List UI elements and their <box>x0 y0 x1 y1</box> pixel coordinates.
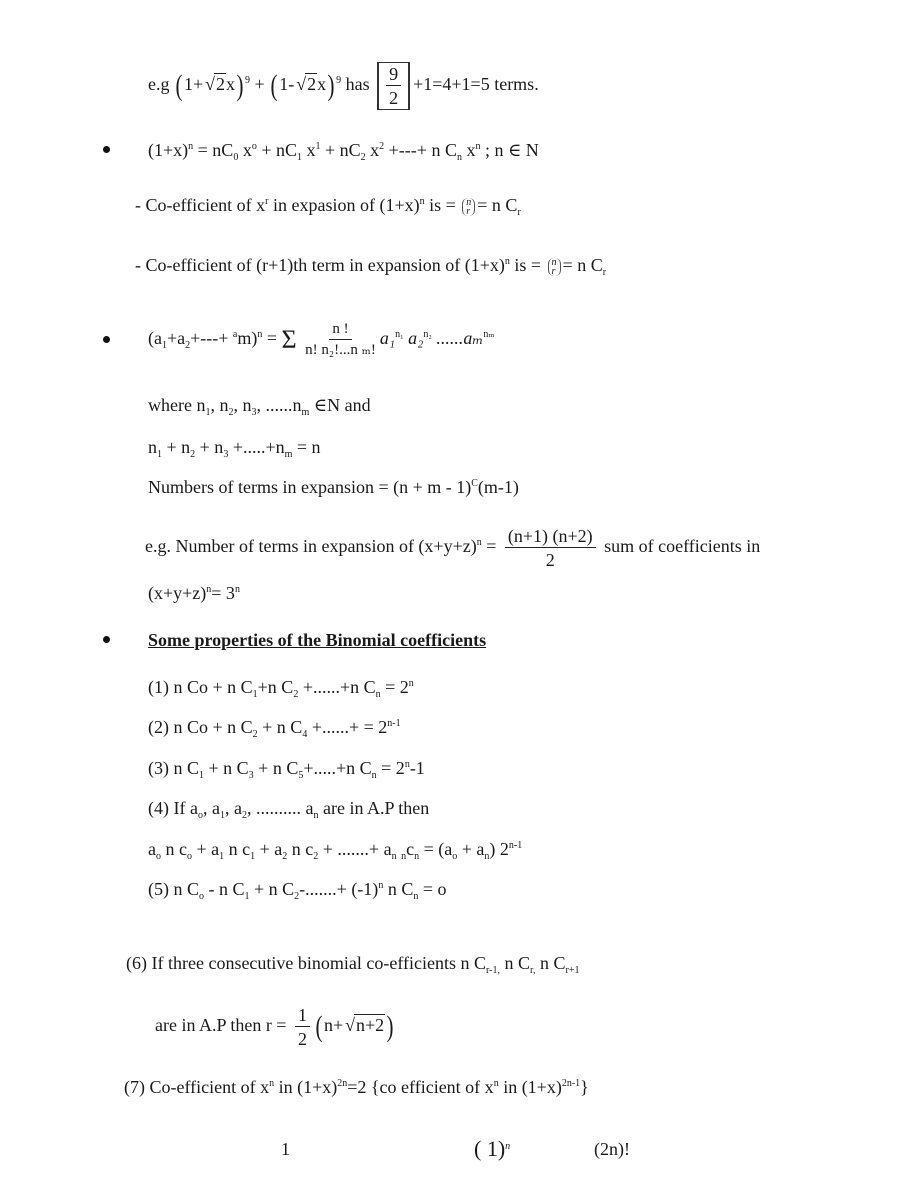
superscript: n <box>404 759 410 770</box>
subscript: 1 <box>244 891 250 902</box>
text-run: + n C <box>257 717 303 737</box>
text-run: = 2 <box>380 677 409 697</box>
subscript: o <box>452 851 458 862</box>
text-run: = <box>262 328 282 349</box>
superscript: C <box>471 478 478 489</box>
subscript: 1 <box>219 810 225 821</box>
fraction <box>505 527 596 569</box>
text-run: +---+ n C <box>384 140 457 160</box>
text-run: are in A.P then r = <box>155 1015 291 1036</box>
text-run: (4) If a <box>148 798 198 818</box>
text-run: (m-1) <box>477 477 519 497</box>
italic-term: a₁ <box>379 328 396 349</box>
superscript: n <box>476 537 482 549</box>
text-run: + <box>250 74 270 95</box>
property-4-formula <box>148 839 523 862</box>
subscript: 1 <box>252 689 258 700</box>
denominator: 2 <box>297 1029 307 1049</box>
text-run: 1+ <box>184 74 204 95</box>
superscript: 2 <box>379 141 385 152</box>
denominator: n! n₂!...n ₘ! <box>305 342 376 358</box>
radicand: √ 2 <box>214 73 226 94</box>
text-run: + a <box>457 839 485 859</box>
sum-of-n <box>148 437 321 460</box>
subscript: 1 <box>219 851 225 862</box>
text-run: n c <box>161 839 187 859</box>
text-run: ∈N and <box>309 395 371 415</box>
subscript: 1 <box>161 340 167 352</box>
square-root <box>294 74 317 94</box>
superscript: 9 <box>245 75 251 87</box>
subscript: 1 <box>250 851 256 862</box>
text-run: = n C <box>562 255 603 275</box>
text-run: n c <box>224 839 251 859</box>
example-xyz <box>145 527 760 569</box>
subscript: o <box>197 810 203 821</box>
subscript: 2 <box>252 729 258 740</box>
text-run: in expasion of (1+x) <box>268 195 420 215</box>
text-run: +......+ = 2 <box>307 717 388 737</box>
left-paren: ( <box>315 1010 323 1043</box>
subscript: n <box>414 851 420 862</box>
superscript: r <box>265 196 269 207</box>
numerator: n ! <box>329 322 351 340</box>
superscript: n₂ <box>423 329 432 341</box>
square-root <box>343 1015 385 1035</box>
denominator: 2 <box>389 88 399 108</box>
coefficient-of-term <box>135 256 606 276</box>
text-run: n C <box>535 953 566 973</box>
text-run: + nC <box>320 140 361 160</box>
cutoff-paren-term <box>474 1138 510 1160</box>
example-terms-count <box>148 62 539 110</box>
text-run: + .......+ a <box>318 839 392 859</box>
text-run: , ......n <box>256 395 302 415</box>
subscript: 2 <box>241 810 247 821</box>
binom-bottom: r <box>466 205 471 217</box>
subscript: r+1 <box>565 965 580 976</box>
text-run: +.....+n <box>228 437 285 457</box>
subscript: 3 <box>223 449 229 460</box>
bullet-icon <box>103 336 110 343</box>
superscript: n-1 <box>387 718 401 729</box>
superscript: n <box>269 1078 275 1089</box>
subscript: 2 <box>228 407 234 418</box>
text-run: +.....+n C <box>303 758 372 778</box>
text-run <box>297 328 302 348</box>
text-run: x <box>317 74 327 95</box>
superscript: n <box>493 1078 499 1089</box>
subscript: 1 <box>199 770 204 781</box>
cutoff-paren-exponent: n <box>505 1141 511 1152</box>
subscript: 2 <box>185 340 191 352</box>
superscript: n <box>257 329 263 341</box>
binom-top: n <box>551 256 557 268</box>
text-run: c <box>406 839 415 859</box>
subscript: 2 <box>293 689 299 700</box>
superscript: a <box>232 329 238 341</box>
property-7 <box>124 1078 589 1096</box>
text-run: + n C <box>253 758 299 778</box>
superscript: n <box>408 678 414 689</box>
text-run: x <box>365 140 380 160</box>
text-run: x <box>238 140 252 160</box>
text-run: , a <box>202 798 220 818</box>
superscript: n <box>419 196 425 207</box>
superscript: 9 <box>336 75 342 87</box>
text-run: - Co-efficient of (r+1)th term in expansion of (1+x) <box>135 255 505 275</box>
binomial-expansion <box>148 140 539 163</box>
radicand: √ n+2 <box>354 1014 385 1035</box>
subscript: 1 <box>205 407 211 418</box>
subscript: o <box>156 851 161 862</box>
radicand: √ 2 <box>305 73 317 94</box>
text-run: x <box>226 74 236 95</box>
property-5 <box>148 879 447 902</box>
text-run: = n <box>292 437 321 457</box>
text-run: is = <box>509 255 546 275</box>
subscript: 1 <box>157 449 162 460</box>
subscript: r <box>517 207 521 218</box>
subscript: n <box>313 810 319 821</box>
text-run: Numbers of terms in expansion = (n + m - 1) <box>148 477 472 497</box>
text-run: (1+x) <box>148 140 189 160</box>
property-4 <box>148 798 430 821</box>
text-run: x <box>301 140 316 160</box>
subscript: 2 <box>190 449 196 460</box>
text-run: = nC <box>193 140 234 160</box>
text-run: sum of coefficients in <box>599 536 761 557</box>
text-run: n c <box>287 839 314 859</box>
subscript: n <box>401 851 407 862</box>
text-run: (1) n Co + n C <box>148 677 253 697</box>
text-run: , a <box>224 798 242 818</box>
superscript: n <box>206 584 212 595</box>
subscript: m <box>284 449 293 460</box>
cutoff-paren-text: ( 1) <box>474 1136 506 1161</box>
text-run: -.......+ (-1) <box>299 879 379 899</box>
text-run: -1 <box>409 758 425 778</box>
left-paren: ( <box>270 69 278 102</box>
sigma-symbol: Σ <box>281 325 297 354</box>
superscript: n <box>378 880 384 891</box>
right-paren: ) <box>386 1010 394 1043</box>
text-run: ; n ∈ N <box>480 140 539 160</box>
subscript: o <box>187 851 192 862</box>
binom-top: n <box>466 196 472 208</box>
subscript: n <box>375 689 381 700</box>
superscript: n <box>504 256 510 267</box>
text-run: (6) If three consecutive binomial co-efficients n C <box>126 953 487 973</box>
subscript: 4 <box>302 729 308 740</box>
text-run: + a <box>192 839 220 859</box>
superscript: 2n <box>337 1078 348 1089</box>
bullet-icon <box>103 146 110 153</box>
text-run: +1=4+1=5 terms. <box>413 74 539 95</box>
numerator: 9 <box>386 65 401 86</box>
subscript: 3 <box>248 770 254 781</box>
superscript: o <box>251 141 257 152</box>
text-run: ) 2 <box>489 839 509 859</box>
text-run: + n <box>162 437 191 457</box>
multinomial-expansion <box>148 322 495 358</box>
subscript: n <box>413 891 419 902</box>
property-1 <box>148 677 414 700</box>
superscript: 1 <box>315 141 321 152</box>
text-run: m) <box>237 328 258 349</box>
text-run: is = <box>424 195 461 215</box>
subscript: 5 <box>298 770 304 781</box>
subscript: 0 <box>233 152 239 163</box>
number-of-terms <box>148 478 519 496</box>
superscript: n₁ <box>395 329 404 341</box>
text-run: (a <box>148 328 162 349</box>
text-run: n <box>148 437 157 457</box>
text-run: +a <box>166 328 186 349</box>
text-run: = o <box>418 879 447 899</box>
text-run: (7) Co-efficient of x <box>124 1077 270 1097</box>
subscript: 2 <box>313 851 319 862</box>
text-run: e.g <box>148 74 174 95</box>
right-paren: ) <box>327 69 335 102</box>
italic-term: a₂ <box>403 328 424 349</box>
text-run: +---+ <box>190 328 233 349</box>
superscript: n <box>188 141 194 152</box>
denominator: 2 <box>545 550 555 570</box>
subscript: 2 <box>294 891 300 902</box>
left-paren: ( <box>175 69 183 102</box>
square-root <box>203 74 226 94</box>
text-run: , .......... a <box>246 798 314 818</box>
numerator: (n+1) (n+2) <box>505 527 596 548</box>
fraction <box>305 322 376 358</box>
text-run: (x+y+z) <box>148 583 207 603</box>
text-run: (5) n C <box>148 879 199 899</box>
binom-bottom: r <box>551 265 556 277</box>
text-run: + n <box>195 437 224 457</box>
text-run: = (a <box>419 839 453 859</box>
text-run: = <box>481 536 501 557</box>
text-run: + nC <box>256 140 297 160</box>
property-2 <box>148 717 401 740</box>
superscript: 2n-1 <box>561 1078 581 1089</box>
text-run: (3) n C <box>148 758 199 778</box>
cutoff-numerator-one: 1 <box>281 1139 290 1159</box>
subscript: o <box>199 891 204 902</box>
text-run: +n C <box>257 677 294 697</box>
subscript: n <box>371 770 377 781</box>
subscript: n <box>456 152 462 163</box>
text-run: has <box>341 74 375 95</box>
subscript: n <box>484 851 490 862</box>
subscript: 2 <box>282 851 288 862</box>
text-run: in (1+x) <box>498 1077 562 1097</box>
text-run: - Co-efficient of x <box>135 195 266 215</box>
text-run: + n C <box>249 879 295 899</box>
text-run: a <box>148 839 156 859</box>
text-run: + n C <box>204 758 249 778</box>
property-6 <box>126 953 580 976</box>
text-run: 1- <box>279 74 295 95</box>
text-run: n C <box>500 953 531 973</box>
subscript: 1 <box>296 152 302 163</box>
xyz-sum <box>148 584 240 602</box>
superscript: nₘ <box>483 329 495 341</box>
superscript: n <box>475 141 481 152</box>
binomial-coefficient <box>462 198 475 216</box>
property-3 <box>148 758 425 781</box>
text-run: x <box>461 140 476 160</box>
text-run: where n <box>148 395 206 415</box>
coefficient-of-xr <box>135 196 521 216</box>
subscript: r-1, <box>486 965 501 976</box>
text-run: = 3 <box>211 583 235 603</box>
superscript: n-1 <box>508 840 523 851</box>
subscript: r <box>602 267 607 278</box>
text-run: = 2 <box>376 758 405 778</box>
subscript: m <box>301 407 310 418</box>
bracketed-fraction <box>377 62 410 110</box>
text-run: + a <box>255 839 283 859</box>
text-run: =2 {co efficient of x <box>347 1077 494 1097</box>
text-run: +......+n C <box>298 677 376 697</box>
subscript: n <box>391 851 397 862</box>
bullet-icon <box>103 636 110 643</box>
text-run: , n <box>233 395 252 415</box>
text-run: e.g. Number of terms in expansion of (x+y+z) <box>145 536 477 557</box>
text-run: Some properties of the Binomial coefficients <box>148 630 487 650</box>
text-run: (2) n Co + n C <box>148 717 253 737</box>
binomial-coefficient <box>548 258 561 276</box>
subscript: r, <box>530 965 536 976</box>
text-run: } <box>580 1077 589 1097</box>
cutoff-factorial: (2n)! <box>594 1139 630 1159</box>
text-run: in (1+x) <box>274 1077 338 1097</box>
section-heading <box>148 631 486 649</box>
text-run: - n C <box>204 879 245 899</box>
numerator: 1 <box>295 1006 310 1027</box>
subscript: 3 <box>251 407 257 418</box>
fraction <box>386 65 401 107</box>
text-run: n C <box>383 879 414 899</box>
italic-term: ......aₘ <box>431 328 484 349</box>
text-run: = n C <box>477 195 518 215</box>
right-paren: ) <box>236 69 244 102</box>
text-run: , n <box>210 395 229 415</box>
property-6-result <box>155 1006 395 1048</box>
text-run: n+ <box>323 1015 344 1036</box>
text-run: are in A.P then <box>318 798 430 818</box>
fraction <box>295 1006 310 1048</box>
where-clause <box>148 395 371 418</box>
superscript: n <box>234 584 240 595</box>
subscript: 2 <box>360 152 366 163</box>
